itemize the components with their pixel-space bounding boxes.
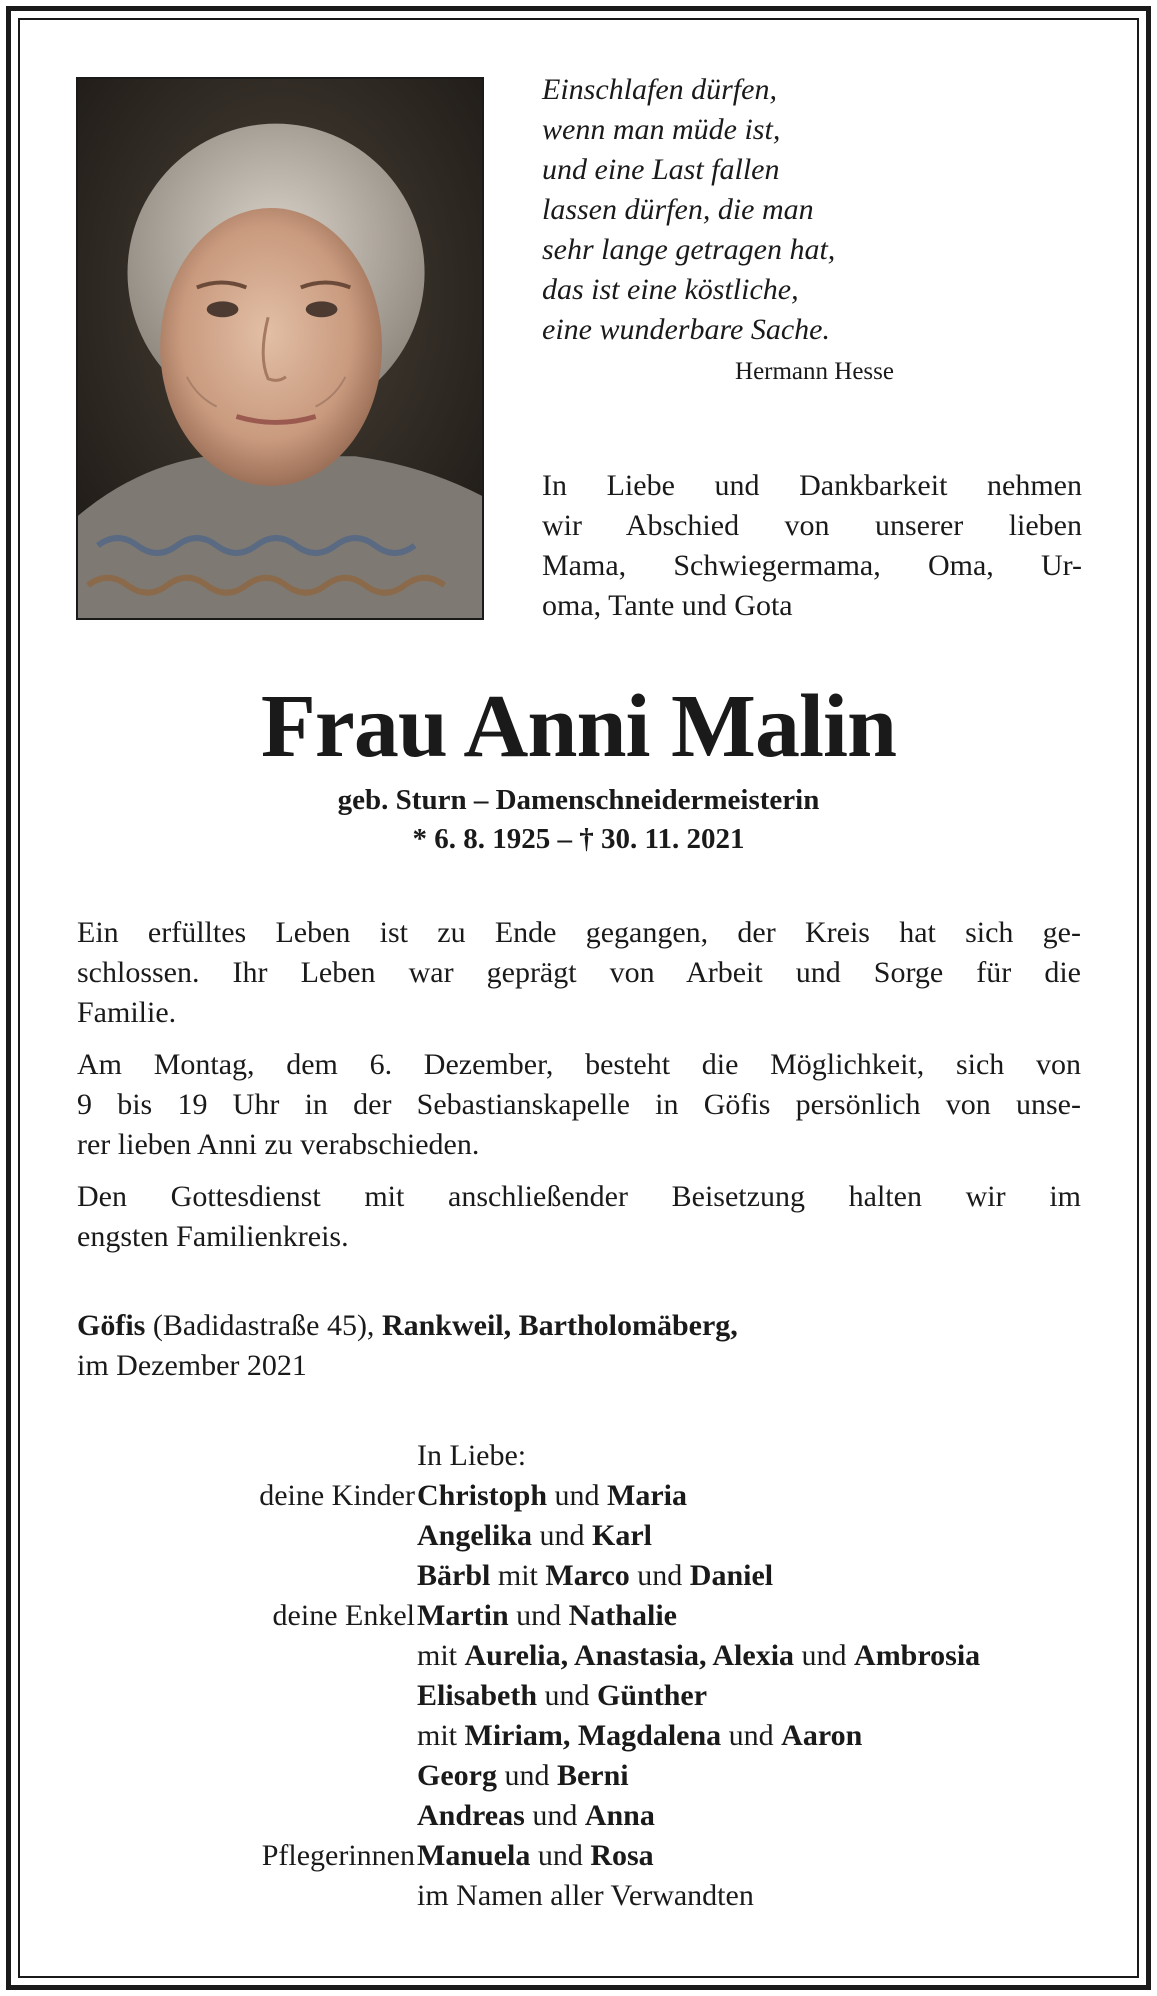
mourner-name: Marco [545, 1559, 630, 1592]
mourner-name: Elisabeth [417, 1679, 538, 1712]
intro-text [542, 466, 1082, 626]
mourner-name: Bärbl [417, 1559, 491, 1592]
mourner-name: Aurelia [464, 1639, 561, 1672]
connector: und [524, 1799, 585, 1832]
quote-line: sehr lange getragen hat, [542, 233, 836, 266]
mourner-row [0, 1796, 1157, 1836]
quote-line: das ist eine köstliche, [542, 273, 799, 306]
connector: und [721, 1719, 782, 1752]
connector: und [629, 1559, 690, 1592]
mourner-name: Martin [417, 1599, 509, 1632]
mourner-names [417, 1636, 980, 1676]
mourner-name: Berni [556, 1759, 629, 1792]
intro-line: wir Abschied von unserer lieben [542, 509, 1082, 542]
mourners-heading: In Liebe: [417, 1439, 527, 1472]
mourner-name: Maria [607, 1479, 688, 1512]
paragraph-line: Familie. [77, 996, 177, 1029]
paragraph-service [77, 1177, 1081, 1257]
mourner-name: Georg [417, 1759, 497, 1792]
mourner-row [0, 1676, 1157, 1716]
connector: , [699, 1639, 713, 1672]
intro-line: oma, Tante und Gota [542, 589, 793, 622]
paragraph-line: engsten Familienkreis. [77, 1220, 349, 1253]
connector: mit [417, 1639, 465, 1672]
deceased-name: Frau Anni Malin [260, 677, 897, 776]
mourner-row [0, 1516, 1157, 1556]
quote-line: und eine Last fallen [542, 153, 780, 186]
quote-line: lassen dürfen, die man [542, 193, 814, 226]
connector: mit [490, 1559, 546, 1592]
paragraph-line: 9 bis 19 Uhr in der Sebastianskapelle in Göfis persönlich von unse- [77, 1088, 1081, 1121]
paragraph-line: schlossen. Ihr Leben war geprägt von Arbeit und Sorge für die [77, 956, 1081, 989]
mourner-name: Rosa [590, 1839, 654, 1872]
connector: , [560, 1639, 574, 1672]
mourner-name: Günther [597, 1679, 708, 1712]
mourner-row [0, 1756, 1157, 1796]
connector: und [537, 1679, 598, 1712]
mourner-names [417, 1476, 687, 1516]
portrait-photo [76, 77, 484, 620]
paragraph-line: Am Montag, dem 6. Dezember, besteht die Möglichkeit, sich von [77, 1048, 1081, 1081]
mourner-names [417, 1596, 677, 1636]
quote-line: eine wunderbare Sache. [542, 313, 830, 346]
mourner-names [417, 1716, 862, 1756]
mourner-names [417, 1556, 773, 1596]
mourner-row [0, 1596, 1157, 1636]
mourner-name: Angelika [417, 1519, 533, 1552]
connector: und [508, 1599, 569, 1632]
quote-author: Hermann Hesse [735, 358, 894, 385]
paragraph-line: Ein erfülltes Leben ist zu Ende gegangen, der Kreis hat sich ge- [77, 916, 1081, 949]
connector: und [532, 1519, 593, 1552]
mourner-row [0, 1716, 1157, 1756]
maiden-name-profession: geb. Sturn – Damenschneidermeisterin [337, 784, 820, 816]
place-town: Göfis [77, 1309, 146, 1342]
mourner-label: deine Kinder [259, 1479, 415, 1512]
mourner-names [417, 1756, 629, 1796]
mourner-name: Manuela [417, 1839, 531, 1872]
mourner-row [0, 1636, 1157, 1676]
connector: und [794, 1639, 855, 1672]
mourner-name: Miriam [464, 1719, 563, 1752]
paragraph-life [77, 913, 1081, 1033]
poem-quote [542, 70, 902, 350]
connector: und [547, 1479, 608, 1512]
connector: mit [417, 1719, 465, 1752]
mourner-name: Aaron [781, 1719, 863, 1752]
place-towns: Rankweil, Bartholomäberg, [381, 1309, 738, 1342]
mourners-heading-row [0, 1436, 1157, 1476]
mourner-name: Anastasia [573, 1639, 700, 1672]
mourner-names [417, 1516, 652, 1556]
mourner-names [417, 1676, 707, 1716]
mourner-label: deine Enkel [272, 1599, 415, 1632]
quote-line: wenn man müde ist, [542, 113, 781, 146]
intro-line: In Liebe und Dankbarkeit nehmen [542, 469, 1082, 502]
place-address: (Badidastraße 45), [145, 1309, 382, 1342]
place-line [77, 1306, 738, 1346]
connector: , [562, 1719, 578, 1752]
mourner-row [0, 1836, 1157, 1876]
mourner-row [0, 1876, 1157, 1916]
mourner-row [0, 1556, 1157, 1596]
place-date: im Dezember 2021 [77, 1349, 307, 1382]
mourner-row [0, 1476, 1157, 1516]
mourner-name: Daniel [689, 1559, 774, 1592]
quote-line: Einschlafen dürfen, [542, 73, 777, 106]
intro-line: Mama, Schwiegermama, Oma, Ur- [542, 549, 1082, 582]
paragraph-farewell [77, 1045, 1081, 1165]
mourner-name: Magdalena [577, 1719, 722, 1752]
connector: und [496, 1759, 557, 1792]
mourner-name: Andreas [417, 1799, 525, 1832]
mourner-name: Nathalie [568, 1599, 677, 1632]
mourner-name: Alexia [712, 1639, 795, 1672]
mourner-name: Anna [584, 1799, 655, 1832]
mourner-name: Christoph [417, 1479, 548, 1512]
mourner-name: Karl [592, 1519, 653, 1552]
mourners-closing: im Namen aller Verwandten [417, 1879, 754, 1912]
mourner-name: Ambrosia [854, 1639, 981, 1672]
mourner-names [417, 1796, 655, 1836]
paragraph-line: Den Gottesdienst mit anschließender Beisetzung halten wir im [77, 1180, 1081, 1213]
mourner-label: Pflegerinnen [261, 1839, 415, 1872]
connector: und [530, 1839, 591, 1872]
life-dates: * 6. 8. 1925 – † 30. 11. 2021 [412, 823, 745, 855]
mourners-list [0, 1436, 1157, 1916]
paragraph-line: rer lieben Anni zu verabschieden. [77, 1128, 480, 1161]
mourner-names [417, 1836, 654, 1876]
